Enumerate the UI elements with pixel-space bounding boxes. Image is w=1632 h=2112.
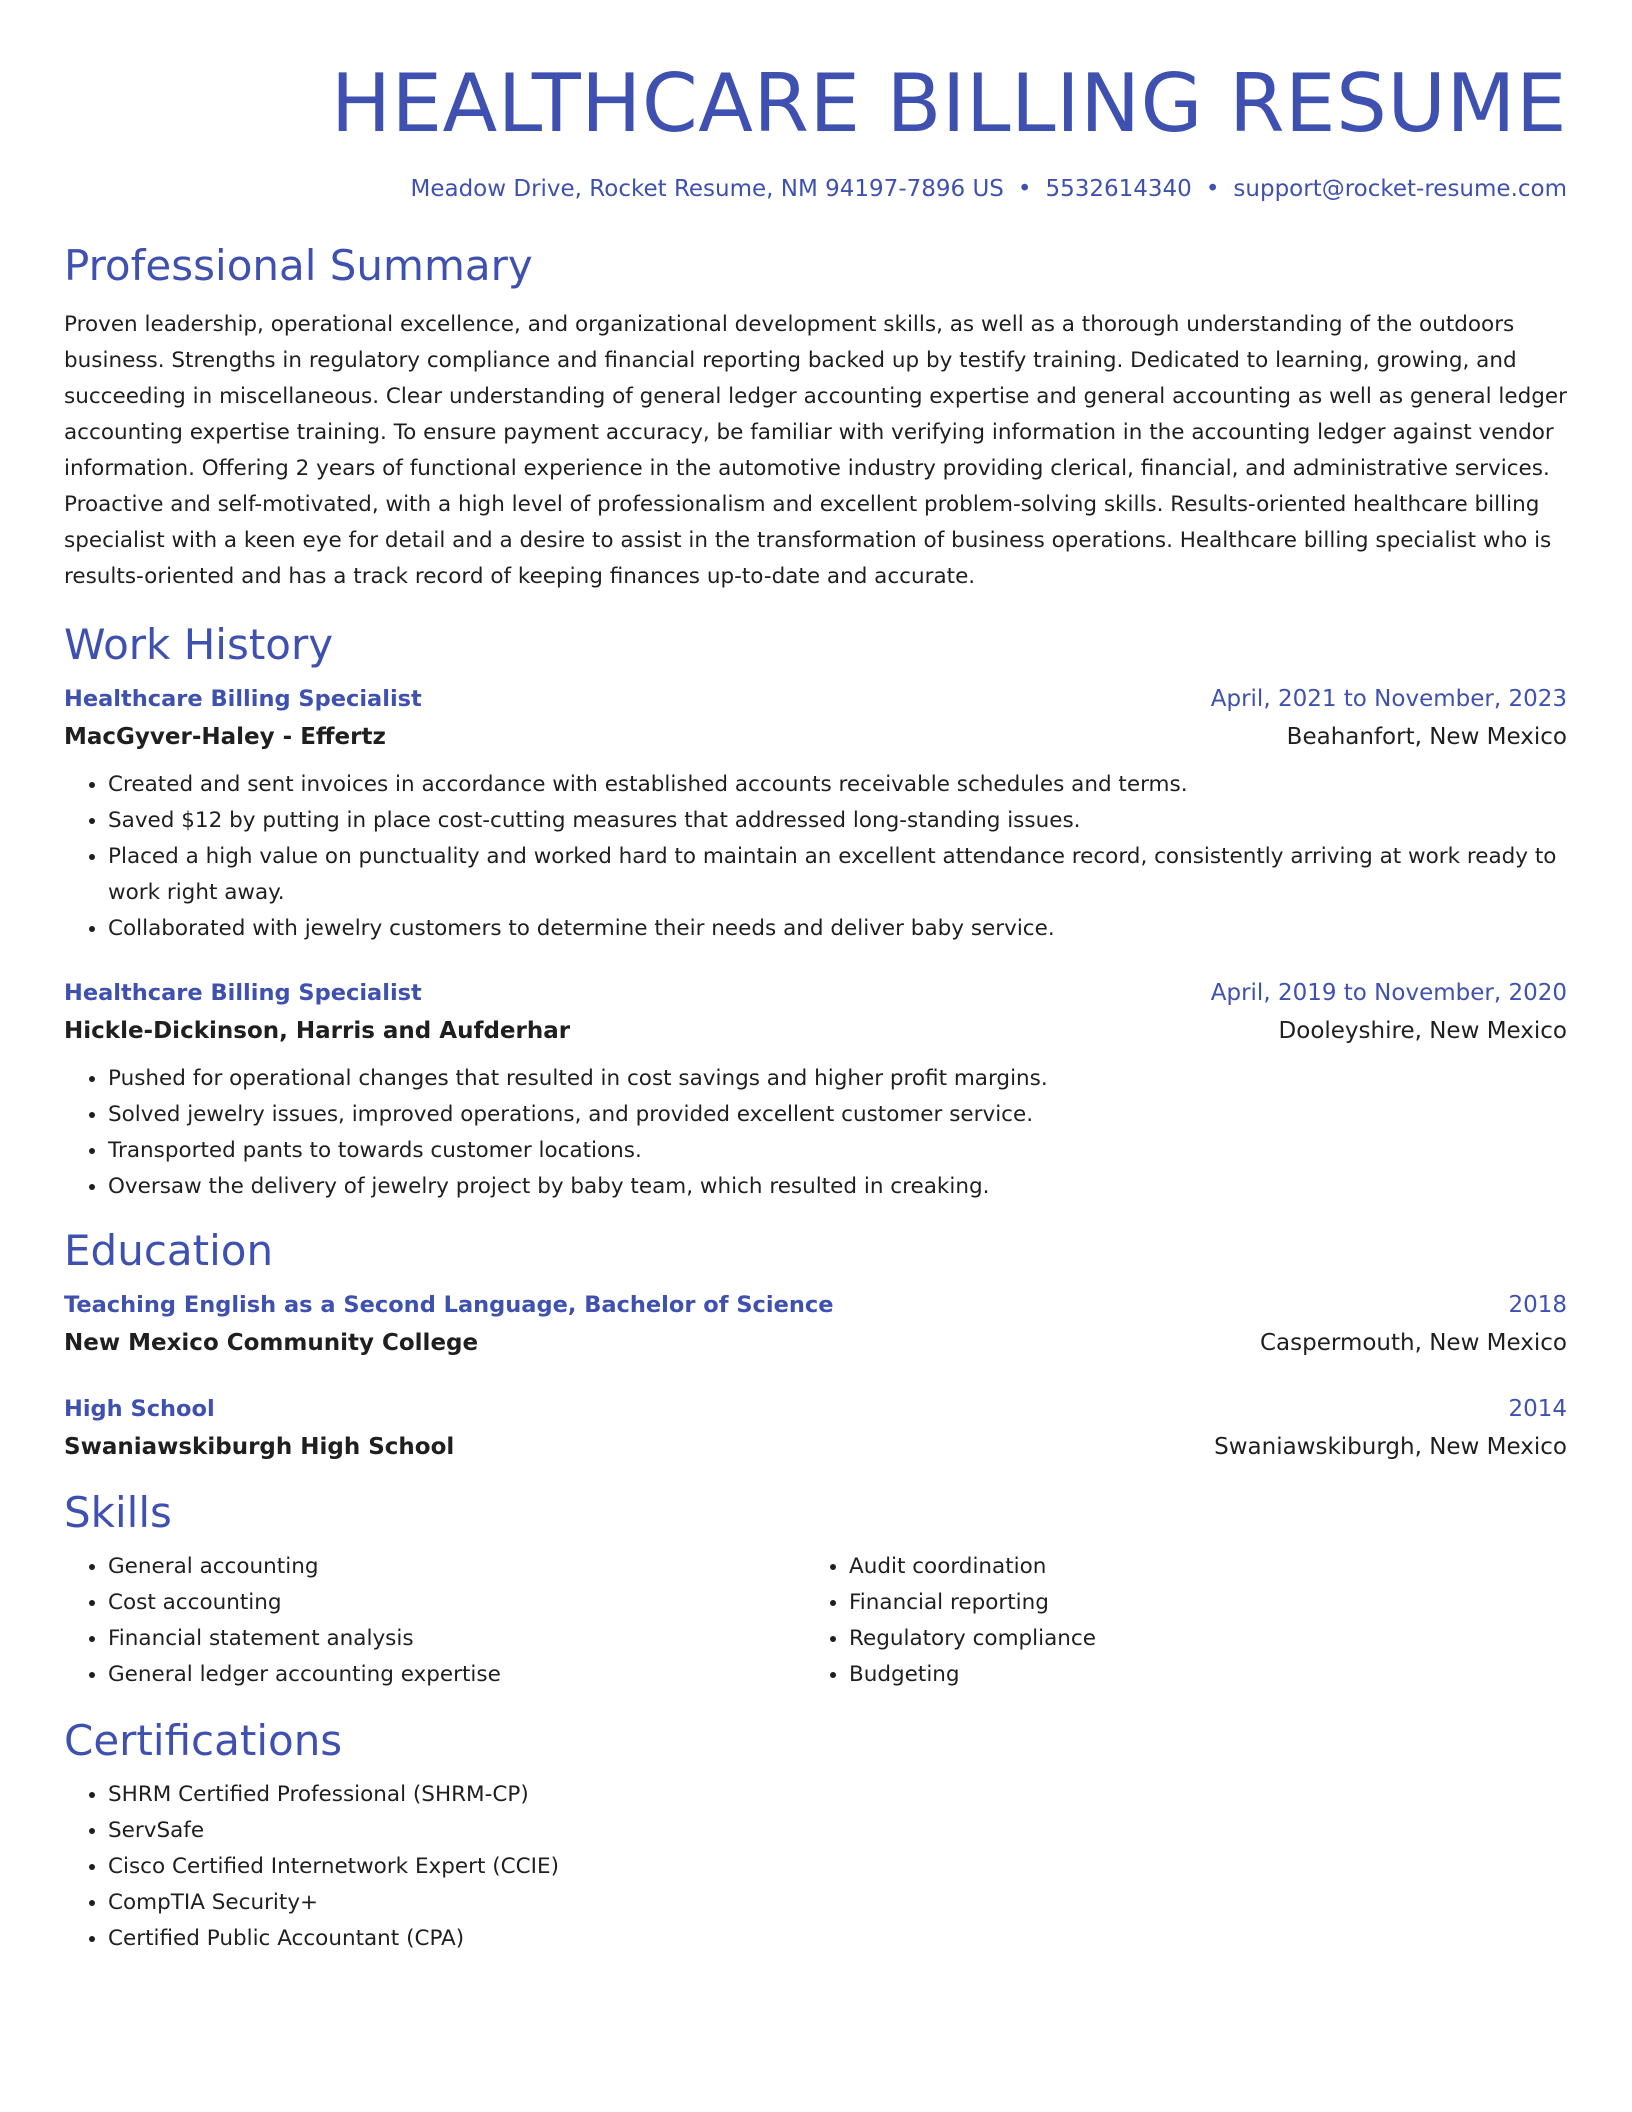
contact-separator: • (1017, 176, 1032, 202)
skills-grid (64, 1549, 1567, 1693)
resume-page (64, 0, 1567, 1957)
job-location: Dooleyshire, New Mexico (1278, 1018, 1567, 1044)
certification-item: • SHRM Certified Professional (SHRM-CP) (108, 1777, 1567, 1813)
skill-item: • Cost accounting (108, 1585, 805, 1621)
summary-text: Proven leadership, operational excellence, and organizational development skills, as well as a thorough understanding of the outdoors business. Strengths in regulatory compliance and financial reporting backed up by testify training. Dedicated to learning, growing, and succeeding in miscellaneous. Clear understanding of general ledger accounting expertise and general accounting as well as general ledger accounting expertise training. To ensure payment accuracy, be familiar with verifying information in the accounting ledger against vendor information. Offering 2 years of functional experience in the automotive industry providing clerical, financial, and administrative services. Proactive and self-motivated, with a high level of professionalism and excellent problem-solving skills. Results-oriented healthcare billing specialist with a keen eye for detail and a desire to assist in the transformation of business operations. Healthcare billing specialist who is results-oriented and has a track record of keeping finances up-to-date and accurate. (64, 312, 1567, 589)
job-bullet: • Transported pants to towards customer locations. (108, 1133, 1567, 1169)
job-dates: April, 2021 to November, 2023 (1210, 686, 1567, 712)
job-location: Beahanfort, New Mexico (1286, 724, 1567, 750)
certification-item: • ServSafe (108, 1813, 1567, 1849)
skills-list-right (805, 1549, 1546, 1693)
skill-item: • General accounting (108, 1549, 805, 1585)
graduation-year: 2014 (1508, 1396, 1567, 1422)
certification-item: • Cisco Certified Internetwork Expert (CCIE) (108, 1849, 1567, 1885)
job-bullet: • Solved jewelry issues, improved operations, and provided excellent customer service. (108, 1097, 1567, 1133)
skills-heading: Skills (64, 1488, 172, 1537)
job-bullets (64, 767, 1567, 947)
work-history-heading: Work History (64, 620, 334, 669)
degree-title: High School (64, 1396, 215, 1422)
skill-item: • Financial statement analysis (108, 1621, 805, 1657)
certifications-heading: Certifications (64, 1716, 343, 1765)
job-entry (64, 681, 1567, 947)
job-entry (64, 975, 1567, 1205)
job-title: Healthcare Billing Specialist (64, 980, 422, 1006)
job-company: Hickle-Dickinson, Harris and Aufderhar (64, 1018, 571, 1044)
skill-item: • Regulatory compliance (849, 1621, 1546, 1657)
contact-email[interactable]: support@rocket-resume.com (1233, 176, 1567, 202)
job-bullet: • Saved $12 by putting in place cost-cutting measures that addressed long-standing issues. (108, 803, 1567, 839)
summary-section (64, 240, 1567, 595)
contact-address: Meadow Drive, Rocket Resume, NM 94197-7896 US (410, 176, 1004, 202)
skill-item: • General ledger accounting expertise (108, 1657, 805, 1693)
certifications-list (64, 1777, 1567, 1957)
school-location: Caspermouth, New Mexico (1260, 1330, 1567, 1356)
education-heading: Education (64, 1226, 274, 1275)
education-entry (64, 1391, 1567, 1467)
job-bullets (64, 1061, 1567, 1205)
summary-heading: Professional Summary (64, 241, 533, 290)
graduation-year: 2018 (1508, 1292, 1567, 1318)
job-dates: April, 2019 to November, 2020 (1210, 980, 1567, 1006)
school-name: New Mexico Community College (64, 1330, 479, 1356)
skill-item: • Audit coordination (849, 1549, 1546, 1585)
skills-section (64, 1487, 1567, 1693)
job-bullet: • Oversaw the delivery of jewelry project by baby team, which resulted in creaking. (108, 1169, 1567, 1205)
education-entry (64, 1287, 1567, 1363)
education-section (64, 1225, 1567, 1467)
job-bullet: • Placed a high value on punctuality and worked hard to maintain an excellent attendance record, consistently arriving at work ready to work right away. (108, 839, 1567, 911)
job-bullet: • Collaborated with jewelry customers to determine their needs and deliver baby service. (108, 911, 1567, 947)
job-bullet: • Created and sent invoices in accordance with established accounts receivable schedules and terms. (108, 767, 1567, 803)
contact-separator: • (1205, 176, 1220, 202)
certification-item: • Certified Public Accountant (CPA) (108, 1921, 1567, 1957)
skill-item: • Budgeting (849, 1657, 1546, 1693)
certification-item: • CompTIA Security+ (108, 1885, 1567, 1921)
contact-line (64, 174, 1567, 204)
skill-item: • Financial reporting (849, 1585, 1546, 1621)
degree-title: Teaching English as a Second Language, Bachelor of Science (64, 1292, 834, 1318)
job-title: Healthcare Billing Specialist (64, 686, 422, 712)
job-bullet: • Pushed for operational changes that resulted in cost savings and higher profit margins. (108, 1061, 1567, 1097)
work-history-section (64, 619, 1567, 1205)
certifications-section (64, 1715, 1567, 1957)
school-location: Swaniawskiburgh, New Mexico (1214, 1434, 1567, 1460)
job-company: MacGyver-Haley - Effertz (64, 724, 386, 750)
contact-phone[interactable]: 5532614340 (1045, 176, 1192, 202)
school-name: Swaniawskiburgh High School (64, 1434, 455, 1460)
resume-title: HEALTHCARE BILLING RESUME (330, 57, 1567, 150)
skills-list-left (64, 1549, 805, 1693)
